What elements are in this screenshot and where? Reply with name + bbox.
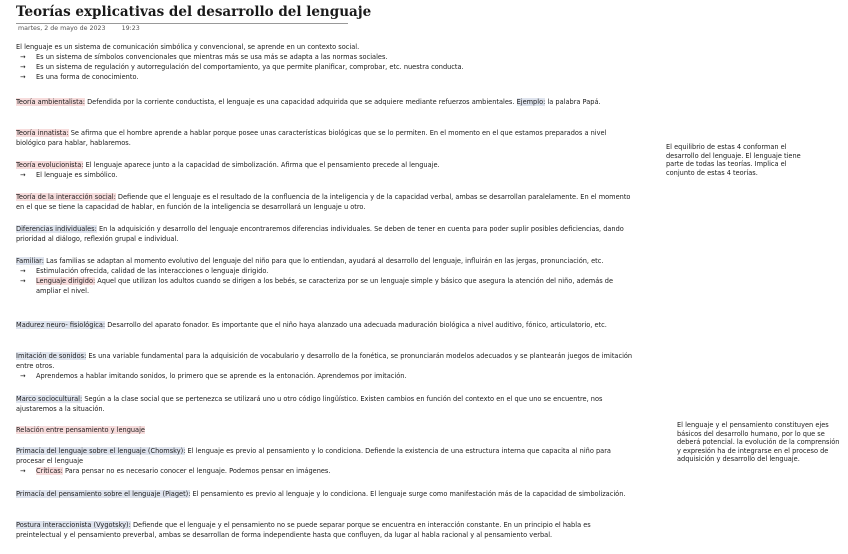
page-title: Teorías explicativas del desarrollo del lenguaje <box>16 4 348 24</box>
term-highlight: Lenguaje dirigido: <box>36 277 96 285</box>
section-text: Defendida por la corriente conductista, el lenguaje es una capacidad adquirida que se adquiere mediante refuerzos ambientales. <box>84 98 517 106</box>
section-diferencias <box>16 224 638 244</box>
section-heading: Relación entre pensamiento y lenguaje <box>16 426 145 434</box>
list-item <box>16 276 638 296</box>
intro-text: El lenguaje es un sistema de comunicación simbólica y convencional, se aprende en un contexto social. <box>16 43 360 51</box>
section-text: Es una variable fundamental para la adquisición de vocabulario y desarrollo de la fonética, se pronunciarán modelos adecuados y se plantearán juegos de imitación entre otros. <box>16 352 633 370</box>
list-item <box>16 466 638 476</box>
section-text: El lenguaje aparece junto a la capacidad de simbolización. Afirma que el pensamiento precede al lenguaje. <box>83 161 440 169</box>
side-note: El lenguaje y el pensamiento constituyen ejes básicos del desarrollo humano, por lo que se deberá potencial. la evolución de la comprensión y expresión ha de integrarse en el proceso de adquisición y desarrollo del lenguaje. <box>677 421 840 464</box>
section-ambientalista <box>16 97 638 107</box>
side-note: El equilibrio de estas 4 conforman el desarrollo del lenguaje. El lenguaje tiene parte de todas las teorías. Implica el conjunto de estas 4 teorías. <box>666 143 801 177</box>
section-text: Se afirma que el hombre aprende a hablar porque posee unas características biológicas que se lo permiten. En el momento en el que estamos preparados a nivel biológico para hablar, hablaremos. <box>16 129 607 147</box>
term-highlight: Teoría innatista: <box>16 129 69 137</box>
section-text: Desarrollo del aparato fonador. Es importante que el niño haya alanzado una adecuada maduración biológica a nivel auditivo, fónico, articulatorio, etc. <box>105 321 607 329</box>
section-text: Según a la clase social que se pertenezca se utilizará uno u otro código lingüístico. Existen cambios en función del contexto en el que uno se encuentre, nos ajustaremos a la situación. <box>16 395 603 413</box>
intro-item: → Es un sistema de regulación y autorregulación del comportamiento, ya que permite planificar, comprobar, etc. nuestra conducta. <box>16 62 638 72</box>
example-text: la palabra Papá. <box>545 98 601 106</box>
section-text: Defiende que el lenguaje es el resultado de la confluencia de la inteligencia y de la capacidad verbal, ambas se desarrollan paralelamente. En el momento en el que se tiene la capacidad de hablar, en función de la inteligencia se desarrollará un lenguaje u otro. <box>16 193 631 211</box>
intro-item: → Es un sistema de símbolos convencionales que mientras más se usa más se adapta a las normas sociales. <box>16 52 638 62</box>
term-highlight: Imitación de sonidos: <box>16 352 87 360</box>
term-highlight: Teoría ambientalista: <box>16 98 85 106</box>
list-item: → Aprendemos a hablar imitando sonidos, lo primero que se aprende es la entonación. Aprendemos por imitación. <box>16 371 638 381</box>
term-highlight: Teoría de la interacción social: <box>16 193 116 201</box>
intro-block <box>16 42 638 82</box>
page-time: 19:23 <box>121 25 140 32</box>
section-text: El lenguaje es previo al pensamiento y lo condiciona. Defiende la existencia de una estructura interna que capacita al niño para procesar el lenguaje <box>16 447 611 465</box>
example-highlight: Ejemplo: <box>516 98 546 106</box>
section-imitacion <box>16 351 638 381</box>
list-item: → El lenguaje es simbólico. <box>16 170 638 180</box>
section-text: Defiende que el lenguaje y el pensamiento no se puede separar porque se encuentra en interacción constante. En un principio el habla es preintelectual y el pensamiento preverbal, ambas se desarrollan de forma independiente hasta que confluyen, da lugar al habla racional y al pensamiento verbal. <box>16 521 591 539</box>
section-interaccion <box>16 192 638 212</box>
section-text: En la adquisición y desarrollo del lenguaje encontraremos diferencias individuales. Se deben de tener en cuenta para poder suplir posibles deficiencias, dando prioridad al diálogo, reflexión grupal e individual. <box>16 225 624 243</box>
section-text: Las familias se adaptan al momento evolutivo del lenguaje del niño para que lo entiendan, ayudará al desarrollo del lenguaje, influirán en las jergas, pronunciación, etc. <box>44 257 604 265</box>
section-relacion <box>16 425 638 435</box>
section-vygotsky <box>16 520 638 540</box>
term-highlight: Teoría evolucionista: <box>16 161 84 169</box>
section-chomsky <box>16 446 638 476</box>
section-piaget <box>16 489 638 499</box>
section-text: El pensamiento es previo al lenguaje y lo condiciona. El lenguaje surge como manifestación más de la capacidad de simbolización. <box>190 490 626 498</box>
page-date: martes, 2 de mayo de 2023 <box>18 25 106 32</box>
intro-item: → Es una forma de conocimiento. <box>16 72 638 82</box>
section-madurez <box>16 320 638 330</box>
term-highlight: Madurez neuro- fisiológica: <box>16 321 106 329</box>
term-highlight: Familiar: <box>16 257 45 265</box>
term-highlight: Marco sociocultural: <box>16 395 83 403</box>
term-highlight: Primacía del lenguaje sobre el lenguaje (Chomsky): <box>16 447 186 455</box>
list-item: → Estimulación ofrecida, calidad de las interacciones o lenguaje dirigido. <box>16 266 638 276</box>
term-highlight: Primacía del pensamiento sobre el lenguaje (Piaget): <box>16 490 191 498</box>
list-item-text: Aquel que utilizan los adultos cuando se dirigen a los bebés, se caracteriza por se un lenguaje simple y básico que asegura la atención del niño, además de ampliar el nivel. <box>36 277 614 295</box>
term-highlight: Críticas: <box>36 467 63 475</box>
term-highlight: Postura interaccionista (Vygotsky): <box>16 521 131 529</box>
section-marco <box>16 394 638 414</box>
section-evolucionista <box>16 160 638 180</box>
section-familiar <box>16 256 638 296</box>
page-metadata <box>18 25 154 32</box>
section-innatista <box>16 128 638 148</box>
term-highlight: Diferencias individuales: <box>16 225 97 233</box>
list-item-text: Para pensar no es necesario conocer el lenguaje. Podemos pensar en imágenes. <box>62 467 331 475</box>
